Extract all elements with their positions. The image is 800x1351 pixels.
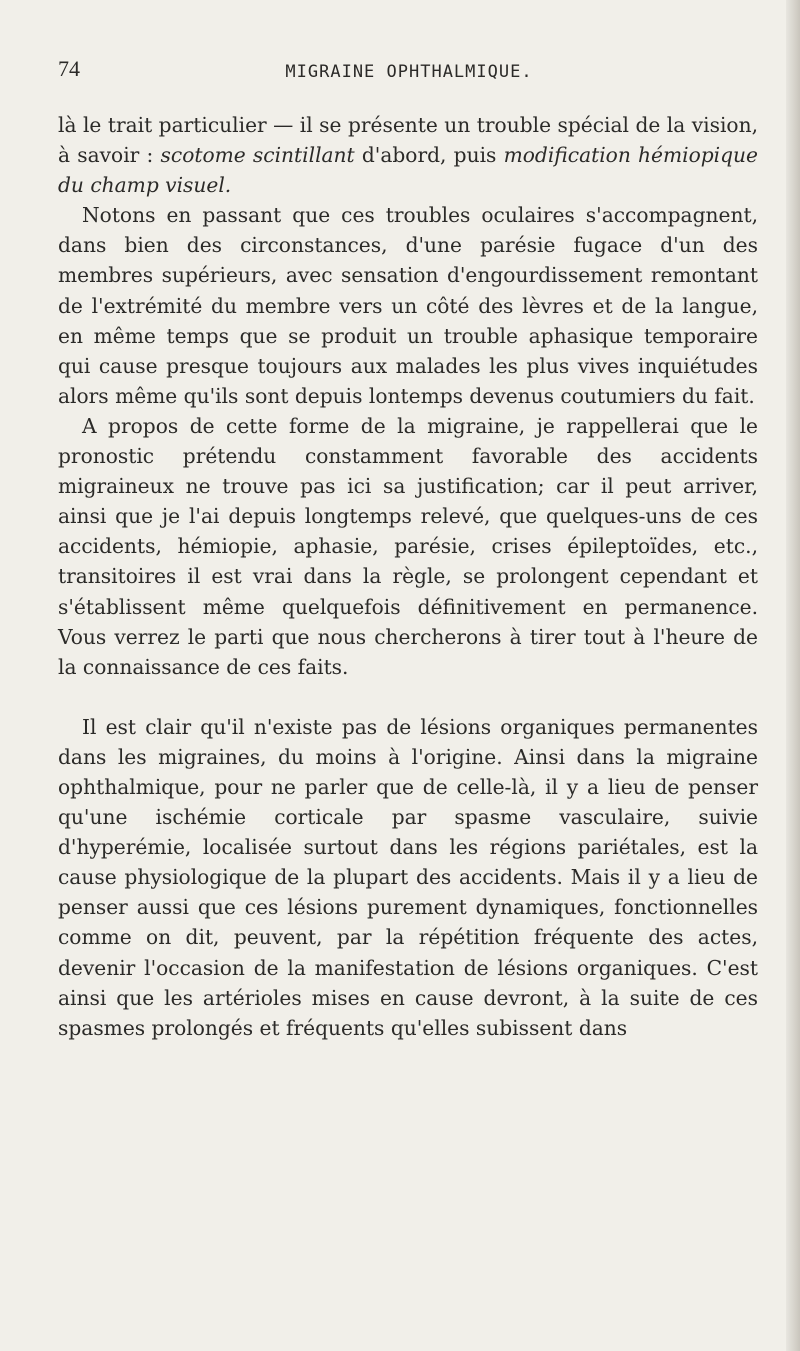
page-header — [58, 56, 760, 96]
paragraph-3 — [58, 411, 758, 682]
term-modification-hemiopique: modification hémiopique du champ visuel. — [58, 143, 758, 198]
paragraph-4-text: Il est clair qu'il n'existe pas de lésions organiques permanentes dans les migraines, du moins à l'origine. Ainsi dans la migraine ophthalmique, pour ne parler que de celle-là, il y a lieu de penser qu'une ischémie corticale par spasme vasculaire, suivie d'hyperémie, localisée surtout dans les régions pariétales, est la cause physiologique de la plupart des accidents. Mais il y a lieu de penser aussi que ces lésions purement dynamiques, fonctionnelles comme on dit, peuvent, par la répétition fréquente des actes, devenir l'occasion de la manifestation de lésions organiques. C'est ainsi que les artérioles mises en cause devront, à la suite de ces spasmes prolongés et fréquents qu'elles subissent dans — [58, 714, 758, 1040]
paragraph-4 — [58, 712, 758, 1043]
term-scotome-scintillant: scotome scintillant — [160, 143, 355, 168]
paragraph-1-text: là le trait particulier — il se présente un trouble spécial de la vision, à savoir : — [58, 113, 758, 168]
paragraph-2-text: Notons en passant que ces troubles oculaires s'accompagnent, dans bien des circonstances, d'une parésie fugace d'un des membres supérieurs, avec sensation d'engourdissement remontant de l'extrémité du membre vers un côté des lèvres et de la langue, en même temps que se produit un trouble aphasique temporaire qui cause presque toujours aux malades les plus vives inquiétudes alors même qu'ils sont depuis lontemps devenus coutumiers du fait. — [58, 203, 758, 408]
running-title: MIGRAINE OPHTHALMIQUE. — [285, 62, 533, 82]
paragraph-2 — [58, 200, 758, 411]
page-edge-shadow — [786, 0, 800, 1351]
body-text — [58, 110, 758, 1043]
paragraph-3-text: A propos de cette forme de la migraine, je rappellerai que le pronostic prétendu constamment favorable des accidents migraineux ne trouve pas ici sa justification; car il peut arriver, ainsi que je l'ai depuis longtemps relevé, que quelques-uns de ces accidents, hémiopie, aphasie, parésie, crises épileptoïdes, etc., transitoires il est vrai dans la règle, se prolongent cependant et s'établissent même quelquefois définitivement en permanence. Vous verrez le parti que nous chercherons à tirer tout à l'heure de la connaissance de ces faits. — [58, 413, 758, 679]
paragraph-1-text-cont: d'abord, puis — [354, 143, 504, 168]
paragraph-1 — [58, 110, 758, 200]
page-number: 74 — [58, 56, 80, 81]
